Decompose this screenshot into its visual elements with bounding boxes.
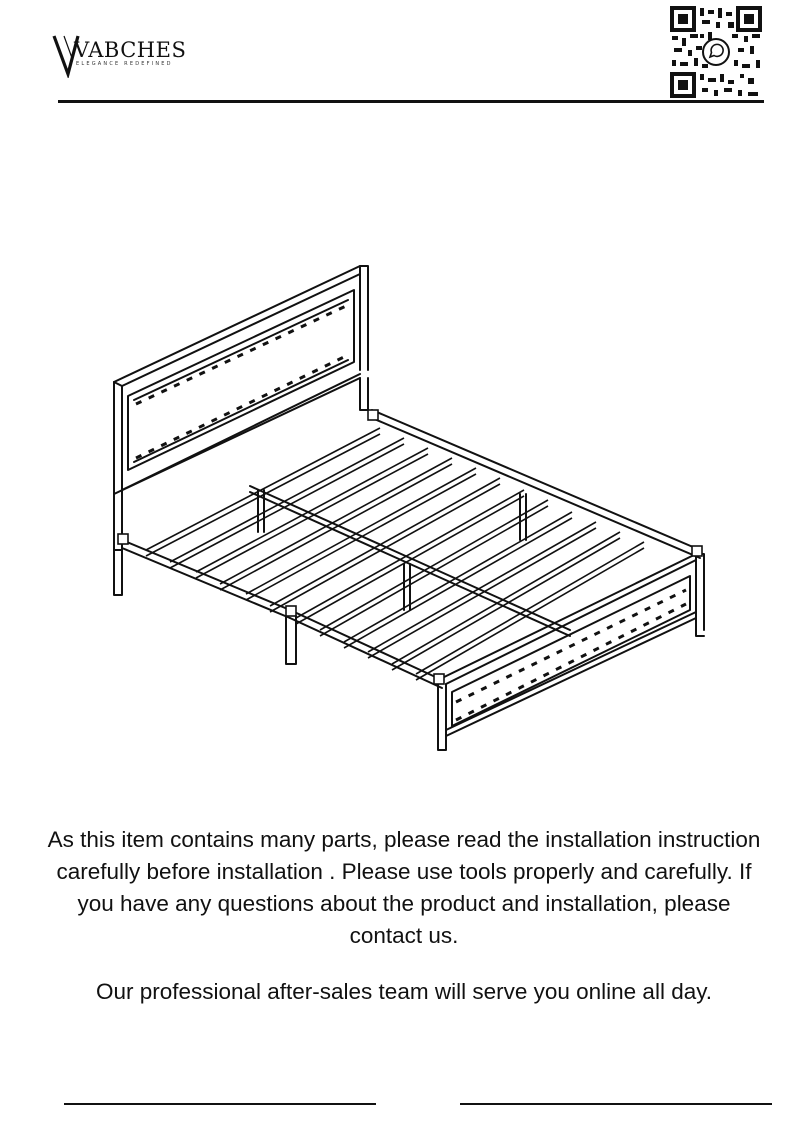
header-rule xyxy=(58,100,764,103)
brand-tagline: ELEGANCE REDEFINED xyxy=(76,61,173,67)
page-header xyxy=(0,0,808,110)
notice-paragraph-2: Our professional after-sales team will serve you online all day. xyxy=(95,979,713,1004)
bed-frame-illustration xyxy=(100,250,720,770)
footer-rule-left xyxy=(64,1103,376,1105)
installation-notice xyxy=(40,824,768,1008)
qr-code-icon xyxy=(668,4,764,100)
footer-rule-right xyxy=(460,1103,772,1105)
brand-logo xyxy=(52,28,202,78)
notice-paragraph-1: As this item contains many parts, please read the installation instruction carefully before installation . Please use tools properly and carefully. If you have any questions about the product and installation, please contact us. xyxy=(47,827,761,948)
brand-name: VABCHES xyxy=(74,38,187,62)
